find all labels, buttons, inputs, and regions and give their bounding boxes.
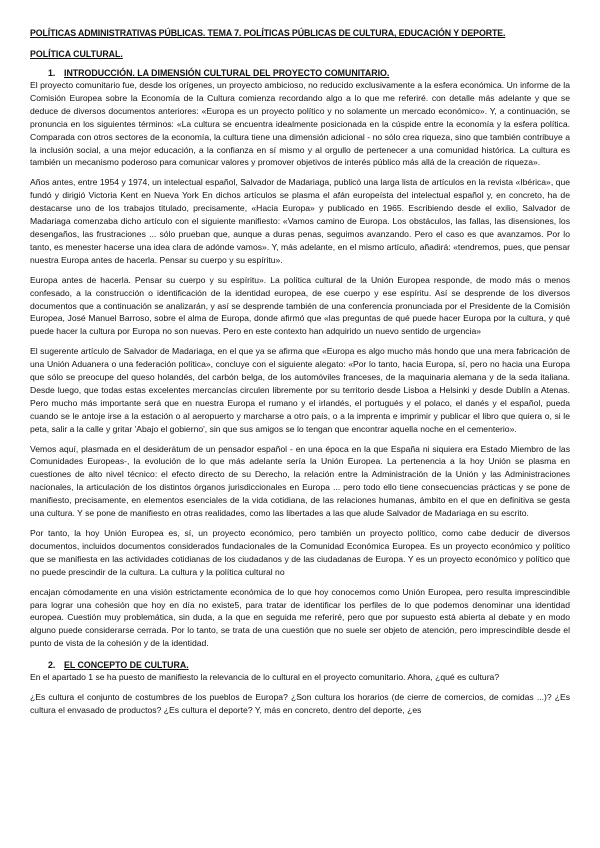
paragraph: Por tanto, la hoy Unión Europea es, sí, un proyecto económico, pero también un proyecto político, como cabe deducir de diversos documentos, incluidos documentos considerados fundacionales de la Comunidad Económica Europea. Es un proyecto económico y político que se manifiesta en las actividades cotidianas de los ciudadanos y de las ciudadanas de Europa. Y es un proyecto económico y político que no puede prescindir de la cultura. La cultura y la política cultural no (30, 528, 570, 577)
paragraph: En el apartado 1 se ha puesto de manifiesto la relevancia de lo cultural en el proyecto comunitario. Ahora, ¿qué es cultura? (30, 672, 500, 683)
section-1-heading (48, 67, 570, 79)
paragraph: El proyecto comunitario fue, desde los orígenes, un proyecto ambicioso, no reducido exclusivamente a la esfera económica. Un informe de la Comisión Europea sobre la Economía de la Cultura comienza recordando algo a lo que me referiré. con detalle más adelante y que se deduce de diversos documentos anteriores: «Europa es un proyecto político y no solamente un mercado económico». Y, a continuación, se pronuncia en los siguientes términos: «La cultura se encuentra idealmente posicionada en la cúspide entre la economía y la esfera política. Comparada con otros sectores de la economía, la cultura tiene una dimensión adicional - no sólo crea riqueza, sino que también contribuye a la inclusión social, a una mejor educación, a la confianza en sí mismo y al orgullo de pertenecer a una comunidad histórica. La cultura es también un mecanismo poderoso para comunicar valores y promover objetivos de interés público más allá de la creación de riqueza». (30, 80, 570, 168)
paragraph: encajan cómodamente en una visión estrictamente económica de lo que hoy conocemos como Unión Europea, pero resulta imprescindible para lograr una cohesión que hoy en día no existe5, para tratar de identificar los perfiles de lo que podemos denominar una identidad europea. Cuestión muy problemática, sin duda, a la que en seguida me referiré, pero que por supuesto está abierta al debate y en modo alguno puede considerarse cerrada. Por lo tanto, se trata de una cuestión que no suele ser objeto de atención, pero imprescindible desde el punto de vista de la cohesión y de la identidad. (30, 586, 570, 649)
paragraph: Vemos aquí, plasmada en el desiderátum de un pensador español - en una época en la que España ni siquiera era Estado Miembro de las Comunidades Europeas-, la evolución de lo que más adelante sería la Unión Europea. La pertenencia a la hoy Unión se plasma en cuestiones de alto nivel técnico: el efecto directo de su Derecho, la relación entre la Administración de la Unión y las Administraciones nacionales, la articulación de los distintos órganos jurisdiccionales en Europa ... pero todo ello tiene consecuencias prácticas y se pone de manifiesto, precisamente, en elementos esenciales de la vida cotidiana, de las relaciones humanas, ámbito en el que en definitiva se gesta una cultura. Y se pone de manifiesto en otras realidades, como las libertades a las que alude Salvador de Madariaga en su escrito. (30, 443, 570, 519)
section-2-heading-text: EL CONCEPTO DE CULTURA (64, 660, 187, 671)
section-1-heading-text: INTRODUCCIÓN. LA DIMENSIÓN CULTURAL DEL PROYECTO COMUNITARIO (64, 68, 387, 78)
section-1-number: 1. (48, 68, 56, 78)
paragraph: Europa antes de hacerla. Pensar su cuerpo y su espíritu». La política cultural de la Unión Europea responde, de modo más o menos confesado, a la construcción o identificación de la identidad europea, de ese cuerpo y ese espíritu. Así se desprende de los diversos documentos que a continuación se analizarán, y así se desprende también de una conferencia pronunciada por el Presidente de la Comisión Europea, José Manuel Barroso, sobre el alma de Europa, donde afirmó que «las preguntas de qué puede hacer Europa por la cultura, y qué puede hacer la cultura por Europa no son nuevas. Pero en este contexto han adquirido un nuevo sentido de urgencia» (30, 274, 570, 337)
paragraph: Años antes, entre 1954 y 1974, un intelectual español, Salvador de Madariaga, publicó una larga lista de artículos en la revista «Ibérica», que fundó y dirigió Victoria Kent en Nueva York En dichos artículos se plasma el afán europeísta del intelectual español y, en concreto, ha de destacarse uno de los trabajos titulado, precisamente, «Hacia Europa» y publicado en 1965. Escribiendo desde el exilio, Salvador de Madariaga comenzaba dicho artículo con el siguiente manifiesto: «Vamos camino de Europa. Los obstáculos, las fallas, las disensiones, los desengaños, las frustraciones ... sólo prueban que, aunque a duras penas, seguimos avanzando. Pero el caso es que avanzamos. Por lo tanto, es menester hacerse una idea clara de adónde vamos». Y, más adelante, en el mismo artículo, añadirá: «tendremos, pues, que pensar nuestra Europa antes de hacerla. Pensar su cuerpo y su espíritu». (30, 177, 570, 265)
section-2-heading (48, 659, 570, 671)
section-1-heading-suffix: . (386, 68, 390, 78)
section-2-number: 2. (48, 660, 56, 671)
section-subtitle-text: POLÍTICA CULTURAL (30, 49, 121, 59)
paragraph: El sugerente artículo de Salvador de Madariaga, en el que ya se afirma que «Europa es algo mucho más hondo que una mera fabricación de una Unión Aduanera o una federación política», concluye con el siguiente alegato: «Por lo tanto, hacia Europa, sí, pero no hacia una Europa que sólo se preocupe del queso holandés, del carbón belga, de los automóviles franceses, de la maquinaria alemana y de la seda italiana. Desde luego, que todas estas excelentes mercancías circulen libremente por su territorio desde Lisboa a Helsinki y desde Dublín a Atenas. Pero mucho más importante será que en nuestra Europa el rumano y el irlandés, el portugués y el polaco, el danés y el español, pueda cuando se le antoje irse a la estación o al aeropuerto y marcharse a otro país, o a la imprenta e imprimir y publicar el libro que quiera o, si le peta, salir a la calle y gritar 'Abajo el gobierno', sin que sus amigos se lo tengan que encontrar aquella noche en el cementerio». (30, 346, 570, 434)
document-title-text: POLÍTICAS ADMINISTRATIVAS PÚBLICAS. TEMA 7. POLÍTICAS PÚBLICAS DE CULTURA, EDUCACIÓN Y DEPORTE (30, 28, 503, 38)
paragraph: ¿Es cultura el conjunto de costumbres de los pueblos de Europa? ¿Son cultura los horarios (de cierre de comercios, de comidas ...)? ¿Es cultura el envasado de productos? ¿Es cultura el deporte? Y, más en concreto, dentro del deporte, ¿es (30, 692, 570, 715)
document-title-suffix: . (503, 28, 506, 38)
section-subtitle (30, 48, 570, 60)
document-title (30, 27, 570, 39)
section-2-heading-suffix: . (186, 660, 189, 671)
section-subtitle-suffix: . (120, 49, 123, 59)
